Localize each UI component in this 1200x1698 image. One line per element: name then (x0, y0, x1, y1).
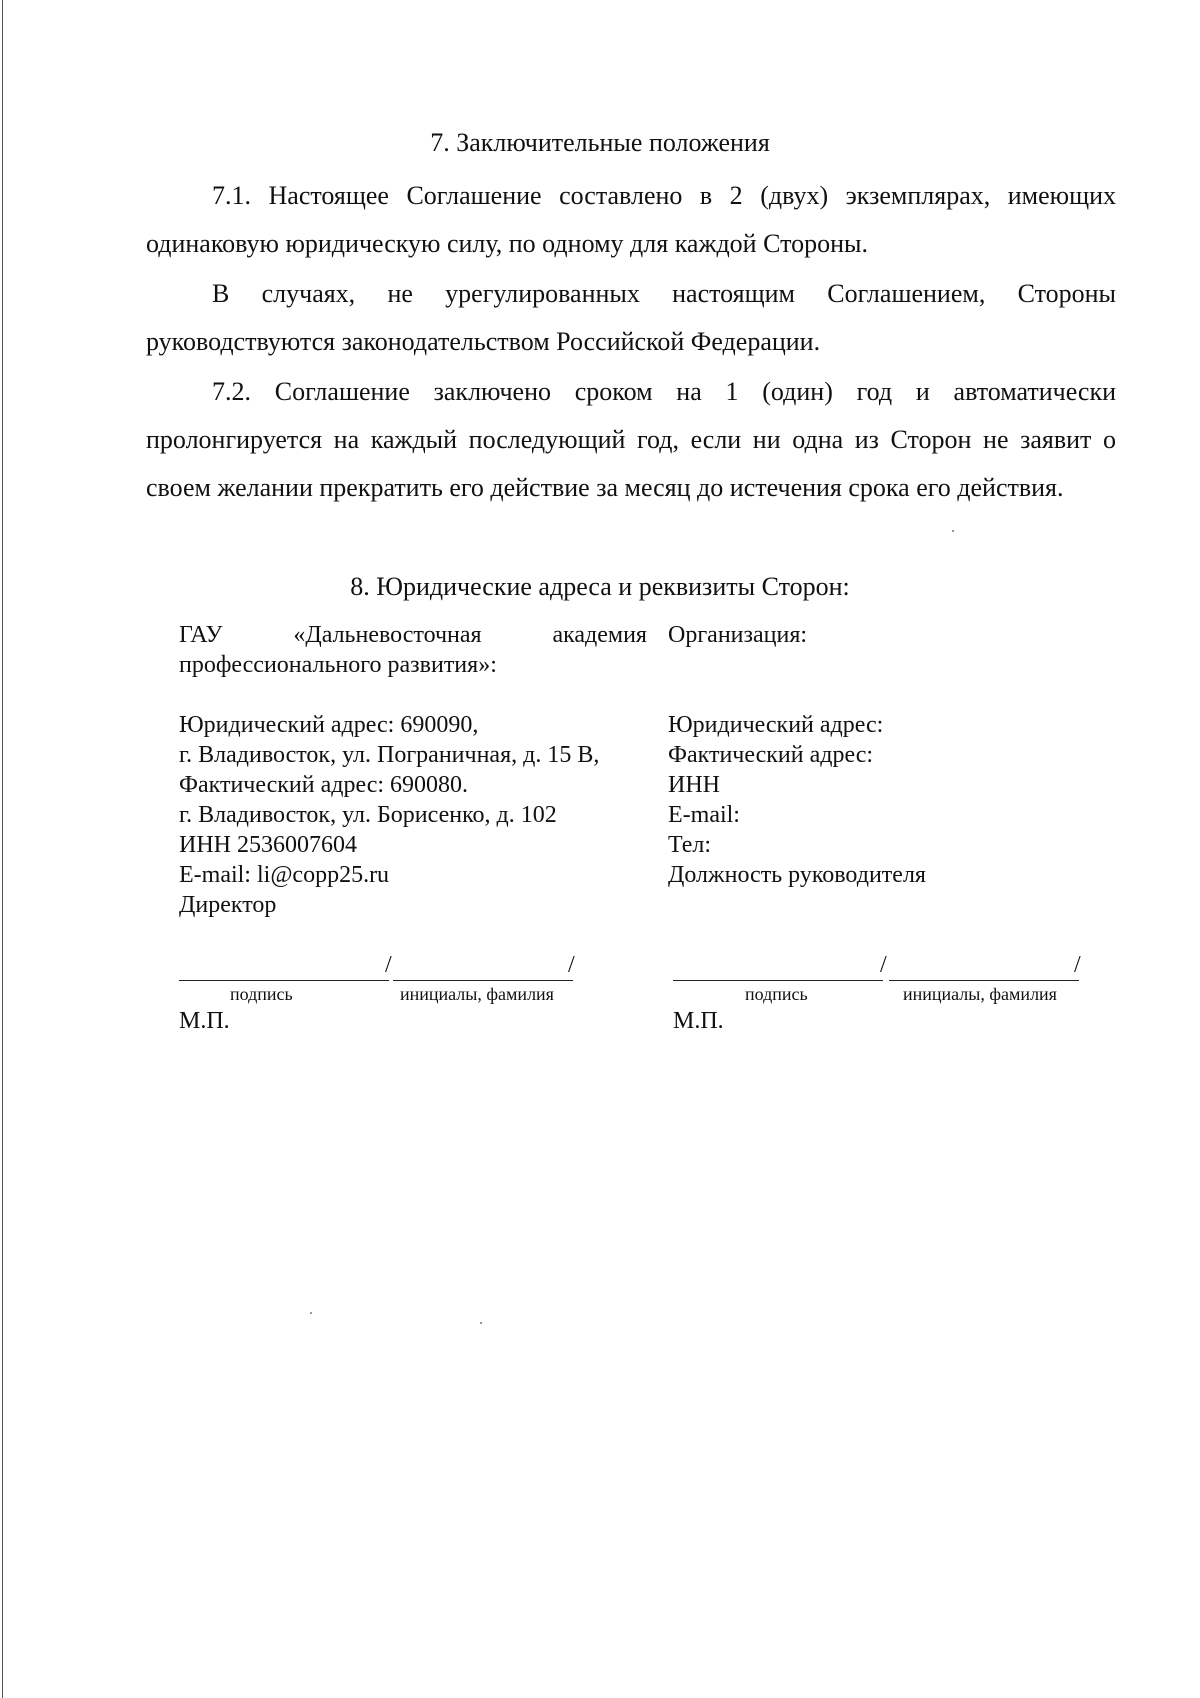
left-inn: ИНН 2536007604 (179, 832, 357, 858)
left-stamp-label: М.П. (179, 1008, 230, 1034)
left-signature-caption: подпись (230, 984, 293, 1004)
scan-speck (952, 530, 954, 532)
right-head-position: Должность руководителя (668, 862, 926, 888)
right-party-block (668, 620, 1088, 890)
left-party-name-line-1 (179, 620, 647, 650)
section-7-heading: 7. Заключительные положения (430, 128, 770, 157)
right-inn: ИНН (668, 772, 720, 798)
paragraph-7-1-continued: В случаях, не урегулированных настоящим Соглашением, Стороны руководствуются законодательством Российской Федерации. (146, 279, 1116, 356)
right-party-title: Организация: (668, 622, 808, 648)
right-name-caption: инициалы, фамилия (903, 984, 1057, 1004)
left-party-name-word: академия (552, 622, 647, 648)
right-signature-caption: подпись (745, 984, 808, 1004)
right-signature-slash-2: / (1074, 952, 1081, 978)
right-legal-address: Юридический адрес: (668, 712, 884, 738)
left-party-name-word: ГАУ (179, 622, 223, 648)
left-signature-slash-1: / (385, 952, 392, 978)
right-name-line (889, 980, 1079, 981)
paragraph-7-1: 7.1. Настоящее Соглашение составлено в 2 (двух) экземплярах, имеющих одинаковую юридическую силу, по одному для каждой Стороны. (146, 181, 1116, 258)
left-party-name-word: «Дальневосточная (293, 622, 482, 648)
left-legal-address: Юридический адрес: 690090, (179, 712, 479, 738)
scan-speck (480, 1322, 482, 1324)
left-legal-street: г. Владивосток, ул. Пограничная, д. 15 В, (179, 742, 600, 768)
right-signature-slash-1: / (880, 952, 887, 978)
left-name-line (393, 980, 573, 981)
scan-speck (310, 1312, 312, 1314)
left-actual-address: Фактический адрес: 690080. (179, 772, 469, 798)
left-party-block (179, 620, 647, 920)
left-position: Директор (179, 892, 277, 918)
section-8-heading: 8. Юридические адреса и реквизиты Сторон: (350, 572, 850, 601)
left-signature-line (179, 980, 389, 981)
right-stamp-label: М.П. (673, 1008, 724, 1034)
right-phone: Тел: (668, 832, 712, 858)
left-name-caption: инициалы, фамилия (400, 984, 554, 1004)
left-signature-slash-2: / (568, 952, 575, 978)
paragraph-7-2: 7.2. Соглашение заключено сроком на 1 (один) год и автоматически пролонгируется на каждый последующий год, если ни одна из Сторон не заявит о своем желании прекратить его действие за месяц до истечения срока его действия. (146, 377, 1116, 502)
left-email: E-mail: li@copp25.ru (179, 862, 390, 888)
right-actual-address: Фактический адрес: (668, 742, 874, 768)
left-party-name-line-2: профессионального развития»: (179, 652, 497, 678)
right-email: E-mail: (668, 802, 740, 828)
left-actual-street: г. Владивосток, ул. Борисенко, д. 102 (179, 802, 557, 828)
right-signature-line (673, 980, 883, 981)
